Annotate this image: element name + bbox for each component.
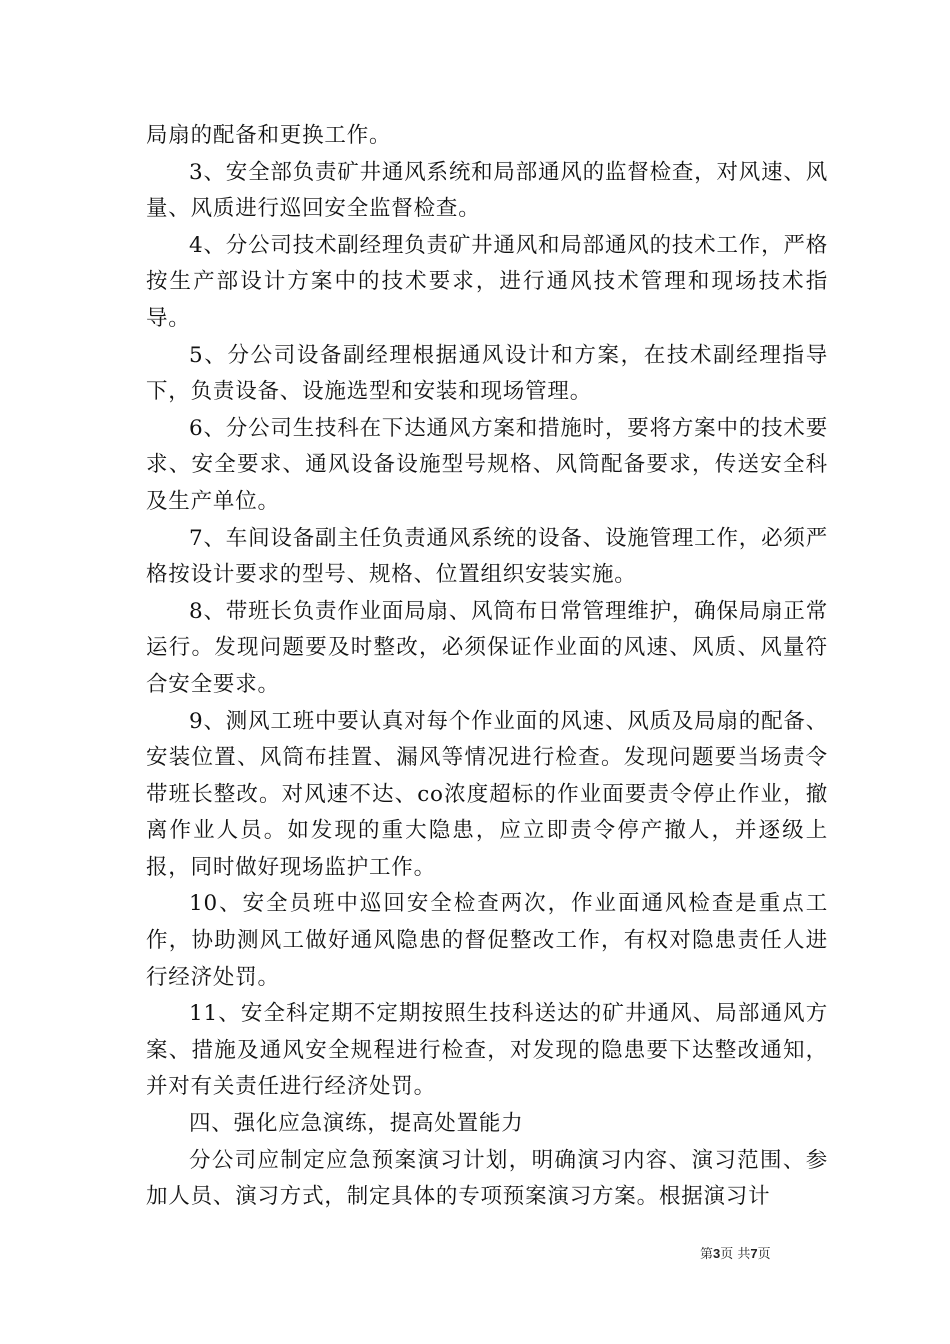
paragraph-item-7: 7、车间设备副主任负责通风系统的设备、设施管理工作，必须严格按设计要求的型号、规格、位置组织安装实施。 [146,525,828,588]
paragraph-item-5: 5、分公司设备副经理根据通风设计和方案，在技术副经理指导下，负责设备、设施选型和安装和现场管理。 [146,342,828,405]
paragraph-item-6: 6、分公司生技科在下达通风方案和措施时，要将方案中的技术要求、安全要求、通风设备设施型号规格、风筒配备要求，传送安全科及生产单位。 [146,415,828,514]
paragraph-section-body: 分公司应制定应急预案演习计划，明确演习内容、演习范围、参加人员、演习方式，制定具体的专项预案演习方案。根据演习计 [146,1147,828,1210]
paragraph-continuation: 局扇的配备和更换工作。 [146,123,392,148]
paragraph-item-3: 3、安全部负责矿井通风系统和局部通风的监督检查，对风速、风量、风质进行巡回安全监督检查。 [146,159,828,222]
document-body [146,118,828,1216]
paragraph-item-10: 10、安全员班中巡回安全检查两次，作业面通风检查是重点工作，协助测风工做好通风隐患的督促整改工作，有权对隐患责任人进行经济处罚。 [146,891,828,990]
footer-prefix: 第 [700,1247,714,1262]
footer-middle: 页 共 [720,1247,751,1262]
paragraph-item-4: 4、分公司技术副经理负责矿井通风和局部通风的技术工作，严格按生产部设计方案中的技术要求，进行通风技术管理和现场技术指导。 [146,232,828,331]
paragraph-item-9: 9、测风工班中要认真对每个作业面的风速、风质及局扇的配备、安装位置、风筒布挂置、漏风等情况进行检查。发现问题要当场责令带班长整改。对风速不达、co浓度超标的作业面要责令停止作业，撤离作业人员。如发现的重大隐患，应立即责令停产撤人，并逐级上报，同时做好现场监护工作。 [146,708,828,880]
page-number-footer [700,1246,771,1263]
total-pages-number: 7 [750,1246,758,1261]
current-page-number: 3 [713,1246,721,1261]
paragraph-item-11: 11、安全科定期不定期按照生技科送达的矿井通风、局部通风方案、措施及通风安全规程进行检查，对发现的隐患要下达整改通知，并对有关责任进行经济处罚。 [146,1001,828,1100]
section-heading: 四、强化应急演练，提高处置能力 [189,1111,524,1137]
paragraph-item-8: 8、带班长负责作业面局扇、风筒布日常管理维护，确保局扇正常运行。发现问题要及时整改，必须保证作业面的风速、风质、风量符合安全要求。 [146,598,828,697]
footer-suffix: 页 [757,1247,771,1262]
